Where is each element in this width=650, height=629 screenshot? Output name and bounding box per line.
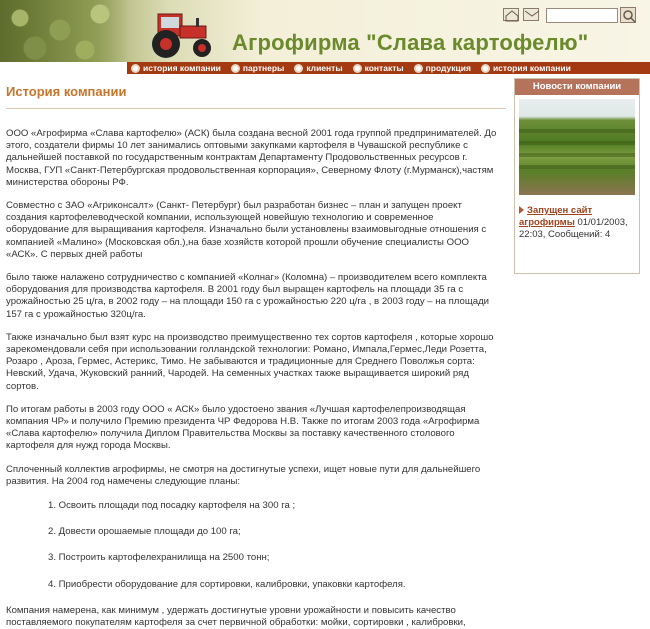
arrow-icon [519, 206, 524, 214]
bullet-icon [131, 64, 140, 73]
toolbar-icons [503, 8, 539, 21]
news-link[interactable]: Запущен сайт агрофирмы [519, 205, 593, 228]
main-content [6, 78, 506, 629]
news-meta: 01/01/2003, 22:03, Сообщений: 4 [519, 217, 628, 240]
tractor-icon [140, 8, 218, 60]
news-sidebar [514, 78, 640, 274]
paragraph: По итогам работы в 2003 году ООО « АСК» было удостоено звания «Лучшая картофелепроизводящая компания ЧР» и получило Премию президента ЧР Федорова Н.В. Также по итогам 2003 года «Агрофирма «Слава картофелю» получила Диплом Правительства Москвы за поставку качественного столового картофеля для нужд города Москвы. [6, 403, 480, 452]
list-item: 4. Приобрести оборудование для сортировки, калибровки, упаковки картофеля. [48, 578, 406, 590]
paragraph: Совместно с ЗАО «Агриконсалт» (Санкт- Петербург) был разработан бизнес – план и запущен проект создания картофелеводческой компании, использующей новейшую технологию и современное оборудование для выращивания картофеля. Изначально были установлены взаимовыгодные отношения с компанией «Малино» (Московская обл.),на базе хозяйств которой прошли обучение специалисты ООО «АСК». С первых дней работы [6, 200, 487, 260]
paragraph: Компания намерена, как минимум , удержать достигнутые уровни урожайности и повысить качество поставляемого покупателям картофеля за счет первичной обработки: мойки, сортировки , калибровки, [6, 604, 466, 629]
nav-item-partners[interactable] [227, 63, 284, 73]
news-title: Новости компании [515, 79, 639, 95]
nav-label: партнеры [242, 63, 285, 73]
list-item: 2. Довести орошаемые площади до 100 га; [48, 526, 241, 538]
bullet-icon [414, 64, 423, 73]
nav-label: контакты [364, 63, 404, 73]
paragraph: Также изначально был взят курс на производство преимущественно тех сортов картофеля , которые хорошо зарекомендовали себя при использовании голландской технологии: Романо, Импала,Гермес,Леди Розетта, Розаро , Ароза, Гермес, Астерикс, Тимо. Не забываются и традиционные для Среднего Поволжья сорта: Невский, Удача, Жуковский ранний, Чародей. На семенных участках также выращивается широкий ряд сортов. [6, 331, 494, 392]
nav-label: клиенты [306, 63, 343, 73]
news-photo [519, 99, 635, 195]
paragraph: Сплоченный коллектив агрофирмы, не смотря на достигнутые успехи, ищет новые пути для дальнейшего развития. На 2004 год намечены следующие планы: [6, 463, 481, 487]
main-nav [127, 62, 650, 74]
divider [6, 108, 506, 109]
nav-item-products[interactable] [410, 63, 471, 73]
paragraph: было также налажено сотрудничество с компанией «Колнаг» (Коломна) – производителем всего комплекта оборудования для производства картофеля. В 2001 году был выращен картофель на площади 35 га с урожайностью 25 ц/га, в 2002 году – на площади 150 га с урожайностью 220 ц/га , в 2003 году – на площади 157 га с урожайностью 320ц/га. [6, 272, 490, 320]
nav-label: история компании [492, 63, 571, 73]
list-item: 1. Освоить площади под посадку картофеля на 300 га ; [48, 500, 296, 512]
bullet-icon [481, 64, 490, 73]
search-input[interactable] [546, 8, 618, 23]
nav-label: продукция [425, 63, 471, 73]
nav-item-history-2[interactable] [477, 63, 571, 73]
page-title: История компании [6, 84, 127, 99]
home-icon[interactable] [503, 8, 519, 21]
paragraph: ООО «Агрофирма «Слава картофелю» (АСК) была создана весной 2001 года группой предпринимателей. До этого, создатели фирмы 10 лет занимались оптовыми закупками картофеля в Чувашской республике с дальнейшей поставкой по государственным контрактам Департаменту Продовольственных ресурсов г. Москва, ГУП «Санкт-Петербургская продовольственная корпорация», Северному Флоту (г.Мурманск),частям министерства обороны РФ. [6, 128, 497, 188]
bullet-icon [353, 64, 362, 73]
search-icon[interactable] [620, 7, 636, 23]
site-title: Агрофирма "Слава картофелю" [232, 30, 589, 55]
header-photo [0, 0, 130, 62]
site-header [0, 0, 650, 62]
mail-icon[interactable] [523, 8, 539, 21]
news-item [519, 205, 635, 241]
nav-label: история компании [143, 63, 221, 73]
nav-item-history[interactable] [127, 63, 221, 73]
bullet-icon [294, 64, 303, 73]
list-item: 3. Построить картофелехранилища на 2500 тонн; [48, 552, 270, 564]
nav-item-clients[interactable] [290, 63, 342, 73]
bullet-icon [231, 64, 240, 73]
nav-left-spacer [0, 62, 127, 74]
nav-item-contacts[interactable] [349, 63, 404, 73]
